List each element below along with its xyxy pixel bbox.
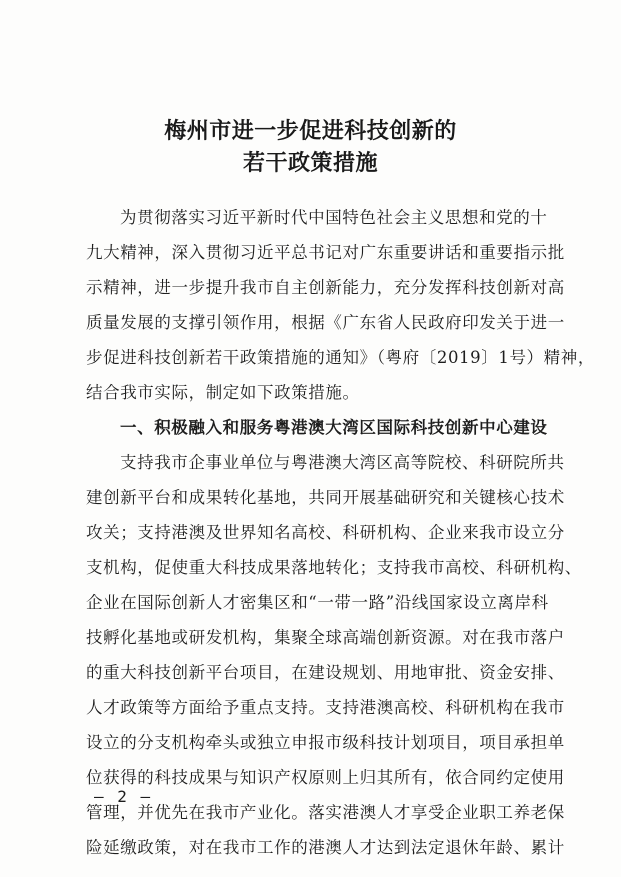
document-title-line-1: 梅州市进一步促进科技创新的 xyxy=(164,118,457,144)
body-line: 支机构，促使重大科技成果落地转化；支持我市高校、科研机构、 xyxy=(86,558,582,577)
body-line: 的重大科技创新平台项目，在建设规划、用地审批、资金安排、 xyxy=(86,663,565,682)
body-line: 结合我市实际，制定如下政策措施。 xyxy=(86,383,360,402)
body-line: 位获得的科技成果与知识产权原则上归其所有，依合同约定使用 xyxy=(86,768,565,787)
body-line: 技孵化基地或研发机构，集聚全球高端创新资源。对在我市落户 xyxy=(86,628,565,647)
body-line: 人才政策等方面给予重点支持。支持港澳高校、科研机构在我市 xyxy=(86,698,565,717)
body-line: 支持我市企事业单位与粤港澳大湾区高等院校、科研院所共 xyxy=(120,453,565,472)
body-line: 攻关；支持港澳及世界知名高校、科研机构、企业来我市设立分 xyxy=(86,523,565,542)
body-line: 为贯彻落实习近平新时代中国特色社会主义思想和党的十 xyxy=(120,208,548,227)
body-line: 步促进科技创新若干政策措施的通知》（粤府〔2019〕1号）精神， xyxy=(86,348,595,367)
body-line: 示精神，进一步提升我市自主创新能力，充分发挥科技创新对高 xyxy=(86,278,565,297)
page-number: — 2 — xyxy=(94,787,153,806)
document-title-line-2: 若干政策措施 xyxy=(242,150,378,176)
body-line: 险延缴政策，对在我市工作的港澳人才达到法定退休年龄、累计 xyxy=(86,838,565,857)
body-line: 九大精神，深入贯彻习近平总书记对广东重要讲话和重要指示批 xyxy=(86,243,565,262)
section-heading: 一、积极融入和服务粤港澳大湾区国际科技创新中心建设 xyxy=(120,418,548,437)
body-line: 设立的分支机构牵头或独立申报市级科技计划项目，项目承担单 xyxy=(86,733,565,752)
body-line: 管理，并优先在我市产业化。落实港澳人才享受企业职工养老保 xyxy=(86,803,565,822)
body-line: 建创新平台和成果转化基地，共同开展基础研究和关键核心技术 xyxy=(86,488,565,507)
body-line: 企业在国际创新人才密集区和“一带一路”沿线国家设立离岸科 xyxy=(86,593,549,612)
body-line: 质量发展的支撑引领作用，根据《广东省人民政府印发关于进一 xyxy=(86,313,565,332)
document-body xyxy=(86,200,595,865)
